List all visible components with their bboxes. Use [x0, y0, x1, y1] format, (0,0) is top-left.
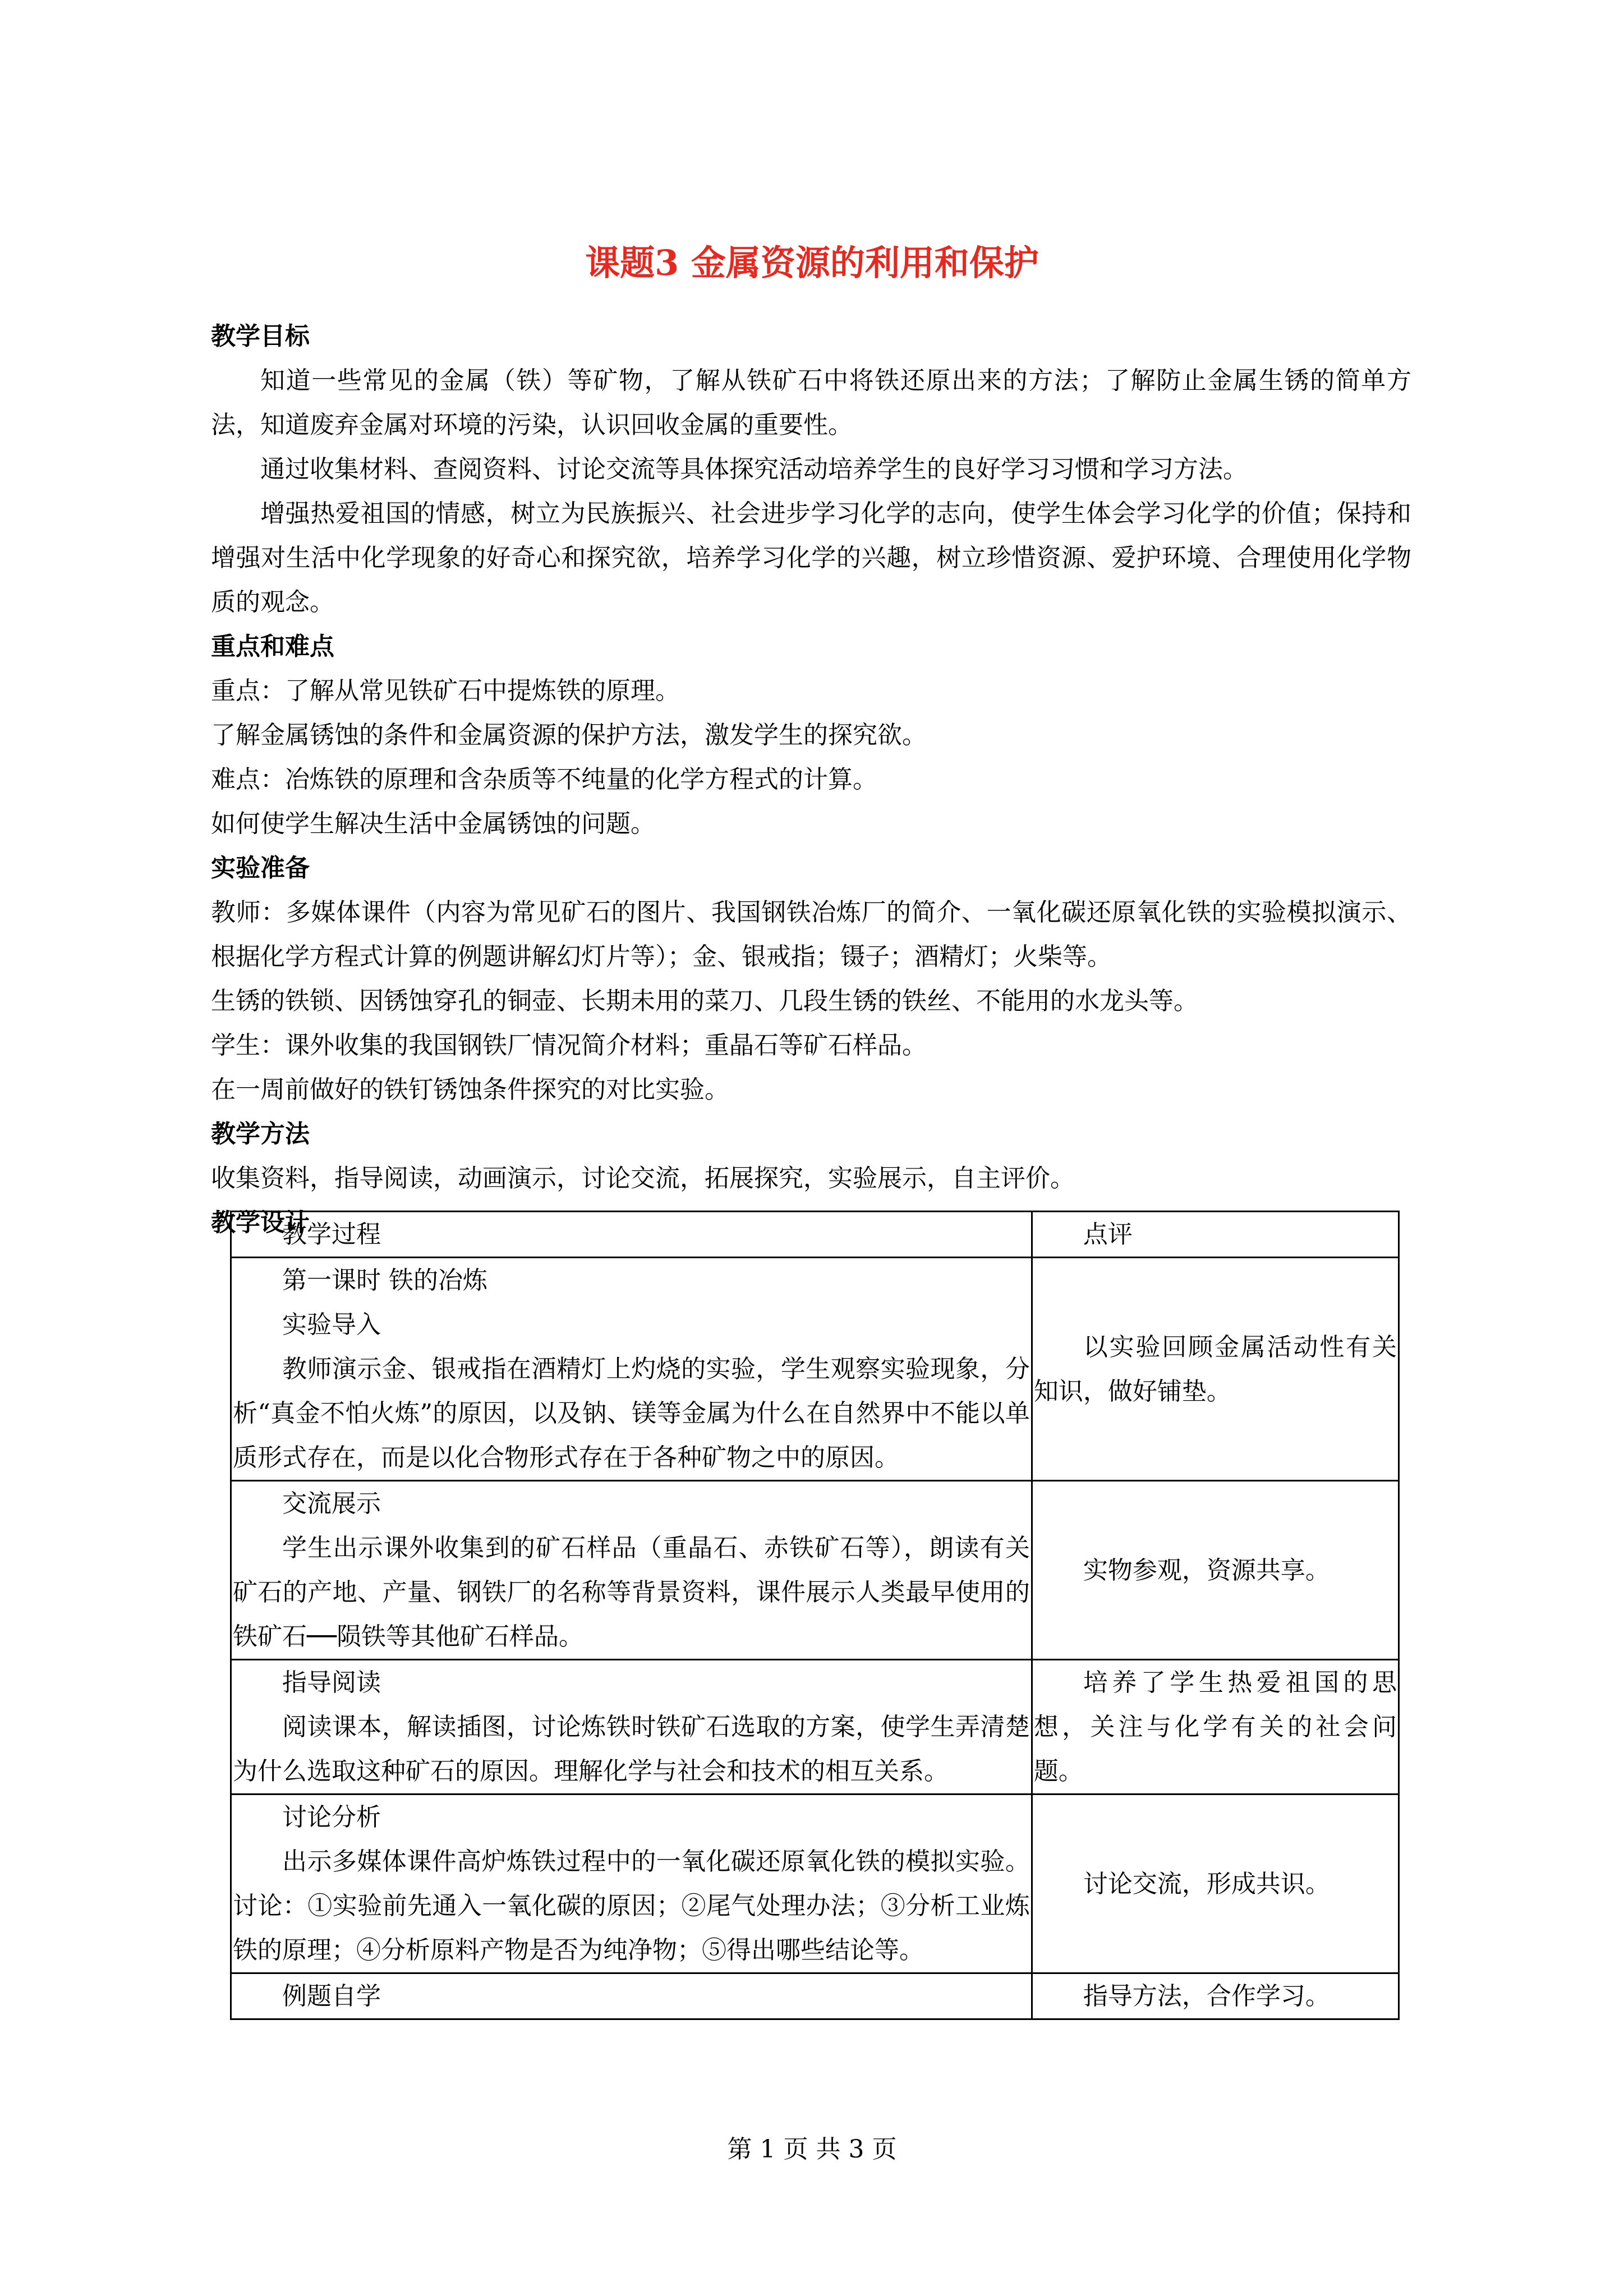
goal-paragraph: 增强热爱祖国的情感，树立为民族振兴、社会进步学习化学的志向，使学生体会学习化学的价值；保持和增强对生活中化学现象的好奇心和探究欲，培养学习化学的兴趣，树立珍惜资源、爱护环境、合理使用化学物质的观念。: [211, 499, 1411, 616]
comment-text: 指导方法，合作学习。: [1083, 1982, 1330, 2010]
table-header-right: 点评: [1032, 1212, 1398, 1258]
process-line: 阅读课本，解读插图，讨论炼铁时铁矿石选取的方案，使学生弄清楚为什么选取这种矿石的原因。理解化学与社会和技术的相互关系。: [233, 1713, 1030, 1786]
process-cell: [231, 1795, 1032, 1973]
keypoint-line: 难点：冶炼铁的原理和含杂质等不纯量的化学方程式的计算。: [211, 765, 877, 794]
keypoint-line: 如何使学生解决生活中金属锈蚀的问题。: [211, 809, 655, 838]
process-line: 出示多媒体课件高炉炼铁过程中的一氧化碳还原氧化铁的模拟实验。讨论：①实验前先通入一氧化碳的原因；②尾气处理办法；③分析工业炼铁的原理；④分析原料产物是否为纯净物；⑤得出哪些结论等。: [233, 1847, 1030, 1964]
process-cell: [231, 1258, 1032, 1481]
section-heading-prep: 实验准备: [211, 854, 310, 882]
goal-paragraph: 知道一些常见的金属（铁）等矿物，了解从铁矿石中将铁还原出来的方法；了解防止金属生锈的简单方法，知道废弃金属对环境的污染，认识回收金属的重要性。: [211, 366, 1411, 439]
process-line: 讨论分析: [282, 1803, 381, 1832]
process-line: 例题自学: [282, 1982, 381, 2010]
method-line: 收集资料，指导阅读，动画演示，讨论交流，拓展探究，实验展示，自主评价。: [211, 1164, 1075, 1193]
process-line: 学生出示课外收集到的矿石样品（重晶石、赤铁矿石等），朗读有关矿石的产地、产量、钢铁厂的名称等背景资料，课件展示人类最早使用的铁矿石──陨铁等其他矿石样品。: [233, 1534, 1030, 1651]
table-row: [231, 1258, 1399, 1481]
keypoint-line: 了解金属锈蚀的条件和金属资源的保护方法，激发学生的探究欲。: [211, 721, 927, 749]
section-heading-goals: 教学目标: [211, 322, 310, 351]
keypoint-line: 重点：了解从常见铁矿石中提炼铁的原理。: [211, 677, 680, 705]
comment-cell: [1032, 1258, 1398, 1481]
document-body: [211, 314, 1411, 1245]
table-header-row: [231, 1212, 1399, 1258]
comment-cell: [1032, 1795, 1398, 1973]
comment-text: 以实验回顾金属活动性有关知识，做好铺垫。: [1033, 1332, 1397, 1406]
comment-text: 实物参观，资源共享。: [1083, 1556, 1330, 1585]
process-cell: [231, 1973, 1032, 2019]
document-title: 课题3 金属资源的利用和保护: [585, 242, 1039, 283]
comment-cell: [1032, 1660, 1398, 1795]
process-cell: [231, 1660, 1032, 1795]
page-footer: 第 1 页 共 3 页: [727, 2135, 897, 2164]
comment-text: 讨论交流，形成共识。: [1083, 1869, 1330, 1898]
prep-line: 学生：课外收集的我国钢铁厂情况简介材料；重晶石等矿石样品。: [211, 1031, 927, 1060]
table-row: [231, 1795, 1399, 1973]
table-row: [231, 1660, 1399, 1795]
comment-cell: [1032, 1973, 1398, 2019]
table-row: [231, 1973, 1399, 2019]
process-line: 第一课时 铁的冶炼: [282, 1266, 487, 1295]
process-line: 实验导入: [282, 1310, 381, 1339]
prep-line: 生锈的铁锁、因锈蚀穿孔的铜壶、长期未用的菜刀、几段生锈的铁丝、不能用的水龙头等。: [211, 987, 1198, 1015]
teaching-design-table: [230, 1211, 1400, 2020]
comment-text: 培养了学生热爱祖国的思想，关注与化学有关的社会问题。: [1033, 1668, 1397, 1786]
prep-paragraph: 教师：多媒体课件（内容为常见矿石的图片、我国钢铁冶炼厂的简介、一氧化碳还原氧化铁的实验模拟演示、根据化学方程式计算的例题讲解幻灯片等）；金、银戒指；镊子；酒精灯；火柴等。: [211, 898, 1411, 971]
prep-line: 在一周前做好的铁钉锈蚀条件探究的对比实验。: [211, 1075, 729, 1104]
section-heading-method: 教学方法: [211, 1120, 310, 1148]
table-row: [231, 1481, 1399, 1660]
process-line: 交流展示: [282, 1489, 381, 1518]
comment-cell: [1032, 1481, 1398, 1660]
table-header-left: 教学过程: [231, 1212, 1032, 1258]
section-heading-keypoints: 重点和难点: [211, 632, 334, 661]
goal-paragraph: 通过收集材料、查阅资料、讨论交流等具体探究活动培养学生的良好学习习惯和学习方法。: [260, 455, 1248, 484]
process-line: 指导阅读: [282, 1668, 381, 1697]
process-cell: [231, 1481, 1032, 1660]
process-line: 教师演示金、银戒指在酒精灯上灼烧的实验，学生观察实验现象，分析“真金不怕火炼”的原因，以及钠、镁等金属为什么在自然界中不能以单质形式存在，而是以化合物形式存在于各种矿物之中的原因。: [233, 1355, 1030, 1472]
section-heading-design: 教学设计: [211, 1208, 310, 1237]
